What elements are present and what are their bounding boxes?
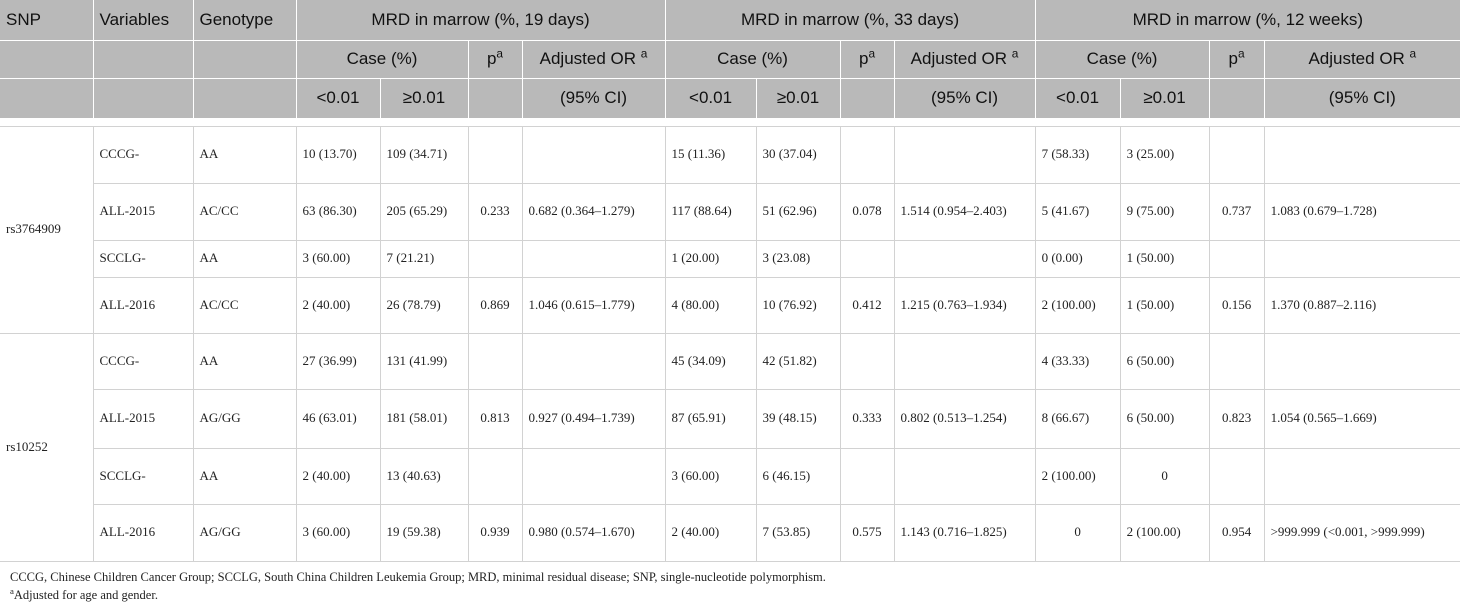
table-row: [0, 333, 1460, 389]
variables-cell: CCCG-: [93, 126, 193, 183]
week12-ge-cell: 1 (50.00): [1120, 277, 1209, 333]
day19-lt-cell: 46 (63.01): [296, 389, 380, 448]
day19-p-cell: [468, 240, 522, 277]
day33-or-cell: 1.143 (0.716–1.825): [894, 504, 1035, 561]
week12-lt-cell: 0 (0.00): [1035, 240, 1120, 277]
day33-p-cell: 0.078: [840, 183, 894, 240]
table-row: [0, 504, 1460, 561]
ge-header: ≥0.01: [380, 78, 468, 118]
day33-or-cell: [894, 126, 1035, 183]
day33-lt-cell: 15 (11.36): [665, 126, 756, 183]
day19-lt-cell: 2 (40.00): [296, 277, 380, 333]
day33-ge-cell: 39 (48.15): [756, 389, 840, 448]
p-header: $p^a$: [468, 40, 522, 78]
day33-lt-cell: 3 (60.00): [665, 448, 756, 504]
day33-p-cell: [840, 126, 894, 183]
snp-cell: rs3764909: [0, 126, 93, 333]
table-row: [0, 448, 1460, 504]
day33-or-cell: [894, 448, 1035, 504]
day19-p-cell: [468, 333, 522, 389]
case-header: Case (%): [1035, 40, 1209, 78]
day19-lt-cell: 27 (36.99): [296, 333, 380, 389]
week12-p-cell: 0.823: [1209, 389, 1264, 448]
week12-ge-cell: 6 (50.00): [1120, 333, 1209, 389]
variables-cell: SCCLG-: [93, 240, 193, 277]
day33-ge-cell: 6 (46.15): [756, 448, 840, 504]
group-header-12-weeks: MRD in marrow (%, 12 weeks): [1035, 0, 1460, 40]
genotype-cell: AA: [193, 240, 296, 277]
adjusted-or-header: Adjusted OR $^a$: [1264, 40, 1460, 78]
day33-ge-cell: 42 (51.82): [756, 333, 840, 389]
week12-or-cell: [1264, 333, 1460, 389]
ci-header: (95% CI): [894, 78, 1035, 118]
variables-cell: SCCLG-: [93, 448, 193, 504]
day33-lt-cell: 2 (40.00): [665, 504, 756, 561]
week12-lt-cell: 8 (66.67): [1035, 389, 1120, 448]
day33-or-cell: 1.514 (0.954–2.403): [894, 183, 1035, 240]
day33-p-cell: [840, 448, 894, 504]
day33-or-cell: [894, 240, 1035, 277]
lt-header: <0.01: [1035, 78, 1120, 118]
day33-ge-cell: 10 (76.92): [756, 277, 840, 333]
week12-lt-cell: 2 (100.00): [1035, 277, 1120, 333]
table-row: [0, 126, 1460, 183]
day19-p-cell: 0.233: [468, 183, 522, 240]
day33-ge-cell: 3 (23.08): [756, 240, 840, 277]
day19-lt-cell: 3 (60.00): [296, 504, 380, 561]
day19-p-cell: 0.869: [468, 277, 522, 333]
week12-lt-cell: 5 (41.67): [1035, 183, 1120, 240]
col-header-snp: SNP: [0, 0, 93, 40]
week12-ge-cell: 0: [1120, 448, 1209, 504]
genotype-cell: AA: [193, 448, 296, 504]
week12-or-cell: 1.370 (0.887–2.116): [1264, 277, 1460, 333]
day33-ge-cell: 7 (53.85): [756, 504, 840, 561]
week12-or-cell: >999.999 (<0.001, >999.999): [1264, 504, 1460, 561]
table-row: [0, 240, 1460, 277]
day19-or-cell: 1.046 (0.615–1.779): [522, 277, 665, 333]
day33-lt-cell: 45 (34.09): [665, 333, 756, 389]
day19-ge-cell: 26 (78.79): [380, 277, 468, 333]
week12-p-cell: 0.156: [1209, 277, 1264, 333]
footnote-abbreviations: CCCG, Chinese Children Cancer Group; SCCLG, South China Children Leukemia Group; MRD, minimal residual disease; SNP, single-nucleotide polymorphism.: [10, 569, 826, 584]
day19-p-cell: [468, 126, 522, 183]
day33-p-cell: 0.333: [840, 389, 894, 448]
adjusted-or-header: Adjusted OR $^a$: [522, 40, 665, 78]
group-header-19-days: MRD in marrow (%, 19 days): [296, 0, 665, 40]
day19-ge-cell: 109 (34.71): [380, 126, 468, 183]
header-row-1: [0, 0, 1460, 40]
day19-or-cell: 0.927 (0.494–1.739): [522, 389, 665, 448]
day19-ge-cell: 7 (21.21): [380, 240, 468, 277]
week12-p-cell: [1209, 126, 1264, 183]
week12-or-cell: 1.054 (0.565–1.669): [1264, 389, 1460, 448]
footnote-adjusted: $^a$Adjusted for age and gender.: [10, 585, 158, 602]
week12-ge-cell: 6 (50.00): [1120, 389, 1209, 448]
day19-lt-cell: 3 (60.00): [296, 240, 380, 277]
genotype-cell: AA: [193, 126, 296, 183]
day33-p-cell: [840, 240, 894, 277]
ci-header: (95% CI): [522, 78, 665, 118]
genotype-cell: AG/GG: [193, 389, 296, 448]
day19-ge-cell: 131 (41.99): [380, 333, 468, 389]
week12-lt-cell: 7 (58.33): [1035, 126, 1120, 183]
adjusted-or-header: Adjusted OR $^a$: [894, 40, 1035, 78]
day19-or-cell: [522, 448, 665, 504]
day33-lt-cell: 117 (88.64): [665, 183, 756, 240]
day33-or-cell: 1.215 (0.763–1.934): [894, 277, 1035, 333]
day33-ge-cell: 30 (37.04): [756, 126, 840, 183]
week12-ge-cell: 2 (100.00): [1120, 504, 1209, 561]
table-row: [0, 277, 1460, 333]
day33-lt-cell: 4 (80.00): [665, 277, 756, 333]
genotype-cell: AG/GG: [193, 504, 296, 561]
week12-p-cell: [1209, 448, 1264, 504]
day33-p-cell: 0.575: [840, 504, 894, 561]
p-header: $p^a$: [840, 40, 894, 78]
header-row-3: [0, 78, 1460, 118]
day19-p-cell: [468, 448, 522, 504]
week12-p-cell: [1209, 333, 1264, 389]
genotype-cell: AC/CC: [193, 183, 296, 240]
genotype-cell: AC/CC: [193, 277, 296, 333]
ge-header: ≥0.01: [756, 78, 840, 118]
day19-p-cell: 0.813: [468, 389, 522, 448]
p-header: $p^a$: [1209, 40, 1264, 78]
day19-lt-cell: 10 (13.70): [296, 126, 380, 183]
week12-ge-cell: 3 (25.00): [1120, 126, 1209, 183]
day33-p-cell: [840, 333, 894, 389]
day33-or-cell: 0.802 (0.513–1.254): [894, 389, 1035, 448]
day19-p-cell: 0.939: [468, 504, 522, 561]
variables-cell: ALL-2015: [93, 389, 193, 448]
col-header-variables: Variables: [93, 0, 193, 40]
week12-p-cell: 0.954: [1209, 504, 1264, 561]
week12-or-cell: [1264, 240, 1460, 277]
week12-p-cell: 0.737: [1209, 183, 1264, 240]
header-row-2: [0, 40, 1460, 78]
week12-p-cell: [1209, 240, 1264, 277]
week12-ge-cell: 1 (50.00): [1120, 240, 1209, 277]
week12-or-cell: 1.083 (0.679–1.728): [1264, 183, 1460, 240]
case-header: Case (%): [665, 40, 840, 78]
week12-lt-cell: 4 (33.33): [1035, 333, 1120, 389]
day19-ge-cell: 13 (40.63): [380, 448, 468, 504]
ci-header: (95% CI): [1264, 78, 1460, 118]
genotype-cell: AA: [193, 333, 296, 389]
week12-lt-cell: 0: [1035, 504, 1120, 561]
day33-lt-cell: 1 (20.00): [665, 240, 756, 277]
day33-ge-cell: 51 (62.96): [756, 183, 840, 240]
variables-cell: ALL-2016: [93, 277, 193, 333]
table-body: [0, 118, 1460, 561]
day19-ge-cell: 181 (58.01): [380, 389, 468, 448]
day19-or-cell: 0.682 (0.364–1.279): [522, 183, 665, 240]
day19-or-cell: 0.980 (0.574–1.670): [522, 504, 665, 561]
day33-or-cell: [894, 333, 1035, 389]
group-header-33-days: MRD in marrow (%, 33 days): [665, 0, 1035, 40]
week12-or-cell: [1264, 448, 1460, 504]
day33-p-cell: 0.412: [840, 277, 894, 333]
day19-or-cell: [522, 126, 665, 183]
day19-ge-cell: 205 (65.29): [380, 183, 468, 240]
variables-cell: ALL-2015: [93, 183, 193, 240]
week12-ge-cell: 9 (75.00): [1120, 183, 1209, 240]
table-row: [0, 389, 1460, 448]
case-header: Case (%): [296, 40, 468, 78]
week12-or-cell: [1264, 126, 1460, 183]
lt-header: <0.01: [665, 78, 756, 118]
lt-header: <0.01: [296, 78, 380, 118]
variables-cell: ALL-2016: [93, 504, 193, 561]
day33-lt-cell: 87 (65.91): [665, 389, 756, 448]
day19-or-cell: [522, 333, 665, 389]
table-footnote: [0, 561, 1460, 610]
day19-or-cell: [522, 240, 665, 277]
ge-header: ≥0.01: [1120, 78, 1209, 118]
day19-lt-cell: 63 (86.30): [296, 183, 380, 240]
snp-cell: rs10252: [0, 333, 93, 561]
week12-lt-cell: 2 (100.00): [1035, 448, 1120, 504]
day19-ge-cell: 19 (59.38): [380, 504, 468, 561]
table-row: [0, 183, 1460, 240]
col-header-genotype: Genotype: [193, 0, 296, 40]
variables-cell: CCCG-: [93, 333, 193, 389]
day19-lt-cell: 2 (40.00): [296, 448, 380, 504]
